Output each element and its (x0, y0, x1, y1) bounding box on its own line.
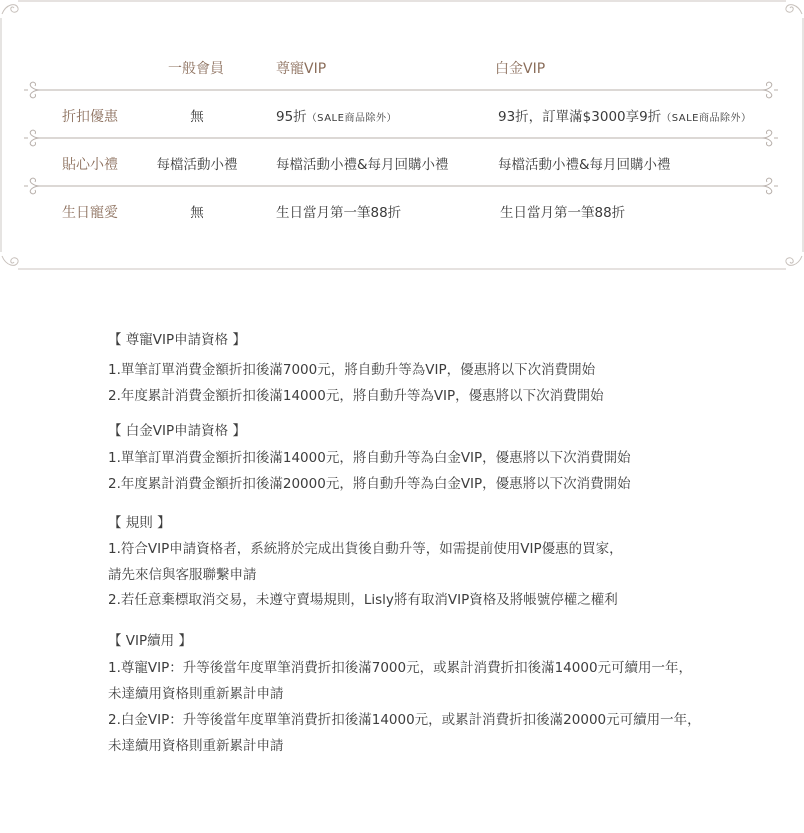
section-heading-vip-qualification: 【 尊寵VIP申請資格 】 (108, 332, 246, 348)
list-item: 未達續用資格則重新累計申請 (108, 686, 284, 702)
cell-vip-discount-note: （SALE商品除外） (306, 113, 397, 124)
list-item: 2.年度累計消費金額折扣後滿14000元，將自動升等為VIP，優惠將以下次消費開始 (108, 388, 604, 404)
membership-table (0, 0, 804, 271)
cell-platinum-discount-note: （SALE商品除外） (661, 113, 752, 124)
cell-vip-discount-text: 95折 (276, 109, 307, 125)
row-label-birthday: 生日寵愛 (62, 205, 118, 221)
cell-vip-birthday: 生日當月第一筆88折 (276, 205, 402, 221)
column-header-vip: 尊寵VIP (276, 61, 327, 77)
divider-scroll-icon (24, 82, 778, 194)
list-item: 未達續用資格則重新累計申請 (108, 738, 284, 754)
list-item: 2.若任意棄標取消交易，未遵守賣場規則，Lisly將有取消VIP資格及將帳號停權之權利 (108, 592, 618, 608)
cell-platinum-birthday: 生日當月第一筆88折 (500, 205, 626, 221)
list-item: 2.白金VIP：升等後當年度單筆消費折扣後滿14000元，或累計消費折扣後滿20000元可續用一年， (108, 712, 701, 728)
section-heading-platinum-qualification: 【 白金VIP申請資格 】 (108, 423, 246, 439)
frame-border (1, 1, 803, 269)
list-item: 1.符合VIP申請資格者，系統將於完成出貨後自動升等，如需提前使用VIP優惠的買家， (108, 541, 623, 557)
list-item: 2.年度累計消費金額折扣後滿20000元，將自動升等為白金VIP，優惠將以下次消費開始 (108, 476, 631, 492)
cell-vip-gift: 每檔活動小禮&每月回購小禮 (276, 157, 449, 173)
column-header-general: 一般會員 (168, 61, 224, 77)
list-item: 1.單筆訂單消費金額折扣後滿7000元，將自動升等為VIP，優惠將以下次消費開始 (108, 362, 596, 378)
section-heading-regulations: 【 規則 】 (108, 515, 171, 531)
cell-platinum-discount (498, 108, 751, 128)
list-item: 請先來信與客服聯繫申請 (108, 567, 257, 583)
row-label-discount: 折扣優惠 (62, 109, 118, 125)
column-header-platinum: 白金VIP (495, 61, 546, 77)
cell-general-discount: 無 (190, 109, 204, 125)
table-frame-decoration (0, 0, 804, 271)
corner-flourish-icon (2, 5, 802, 266)
cell-general-birthday: 無 (190, 205, 204, 221)
cell-platinum-gift: 每檔活動小禮&每月回購小禮 (498, 157, 671, 173)
list-item: 1.單筆訂單消費金額折扣後滿14000元，將自動升等為白金VIP，優惠將以下次消費開始 (108, 450, 631, 466)
row-label-gift: 貼心小禮 (62, 157, 118, 173)
section-heading-renewal: 【 VIP續用 】 (108, 633, 192, 649)
cell-vip-discount (276, 108, 397, 128)
cell-general-gift: 每檔活動小禮 (156, 157, 238, 173)
cell-platinum-discount-text: 93折，訂單滿$3000享9折 (498, 109, 662, 125)
list-item: 1.尊寵VIP：升等後當年度單筆消費折扣後滿7000元，或累計消費折扣後滿14000元可續用一年， (108, 660, 693, 676)
